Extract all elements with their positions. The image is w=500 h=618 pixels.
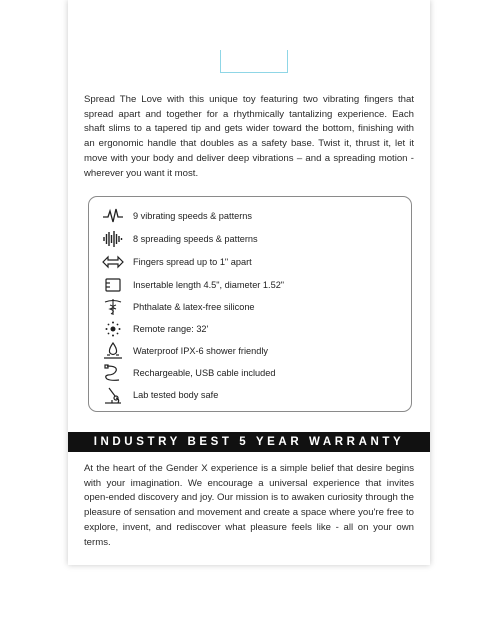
feature-item: [101, 206, 252, 226]
measure-icon: [101, 275, 125, 295]
usb-cable-icon: [101, 363, 125, 383]
feature-item: [101, 229, 258, 249]
outro-paragraph: At the heart of the Gender X experience is a simple belief that desire begins with your imagination. We encourage a universal experience that invites open-ended discovery and joy. Our mission is to awaken curiosity through the pleasure of sensation and movement and create a space where you're free to explore, invent, and rediscover what pleasure feels like - all on your own terms.: [84, 463, 414, 548]
soundwave-icon: [101, 229, 125, 249]
features-box: [88, 196, 412, 412]
feature-label: 9 vibrating speeds & patterns: [133, 211, 252, 221]
double-arrow-icon: [101, 252, 125, 272]
feature-label: Remote range: 32': [133, 324, 209, 334]
feature-label: 8 spreading speeds & patterns: [133, 234, 258, 244]
water-drop-icon: [101, 341, 125, 361]
feature-label: Lab tested body safe: [133, 390, 219, 400]
feature-label: Phthalate & latex-free silicone: [133, 302, 255, 312]
feature-item: [101, 297, 255, 317]
feature-label: Fingers spread up to 1" apart: [133, 257, 252, 267]
warranty-banner: INDUSTRY BEST 5 YEAR WARRANTY: [68, 432, 430, 452]
feature-label: Insertable length 4.5", diameter 1.52": [133, 280, 285, 290]
feature-item: [101, 319, 208, 339]
caduceus-icon: [101, 297, 125, 317]
feature-label: Rechargeable, USB cable included: [133, 368, 276, 378]
microscope-icon: [101, 385, 125, 405]
top-cutout-outline: [220, 50, 288, 73]
remote-signal-icon: [101, 319, 125, 339]
feature-item: [101, 341, 268, 361]
feature-item: [101, 252, 252, 272]
product-card: [68, 0, 430, 565]
pulse-icon: [101, 206, 125, 226]
feature-item: [101, 275, 284, 295]
feature-label: Waterproof IPX-6 shower friendly: [133, 346, 268, 356]
feature-item: [101, 385, 218, 405]
intro-paragraph: Spread The Love with this unique toy featuring two vibrating fingers that spread apart and together for a rhythmically tantalizing experience. Each shaft slims to a tapered tip and gets wider toward the bottom, finishing with an ergonomic handle that doubles as a safety base. Twist it, thrust it, let it move with your body and deliver deep vibrations – and a spreading motion - wherever you want it most.: [84, 94, 414, 179]
feature-item: [101, 363, 276, 383]
